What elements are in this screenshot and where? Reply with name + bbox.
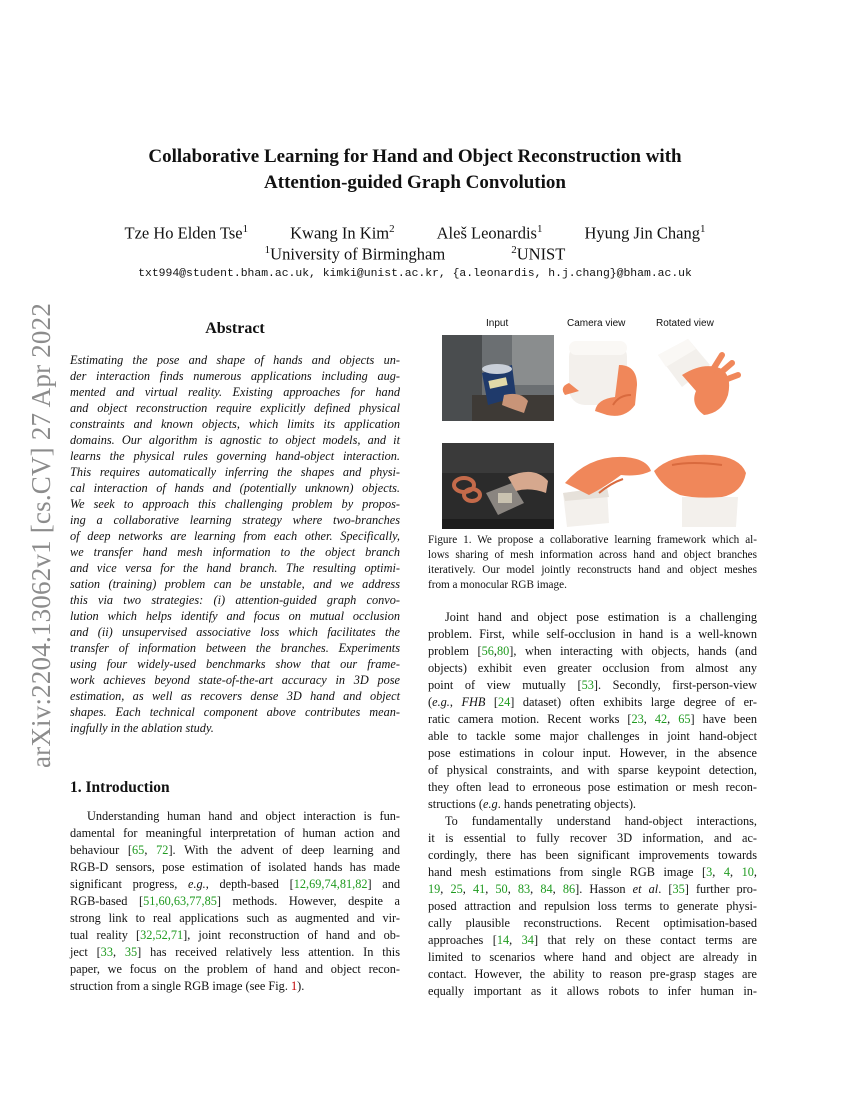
paragraph-line — [70, 927, 400, 944]
input-photo-2 — [442, 443, 554, 529]
paragraph-line: posed attraction and repulsion loss terms to generate physi- — [428, 899, 757, 913]
citation-link[interactable]: 34 — [521, 933, 534, 947]
abstract-line: ing a collaborative learning strategy where two-branches — [70, 513, 400, 527]
author — [290, 223, 394, 244]
author — [437, 223, 543, 244]
affiliation — [511, 244, 565, 265]
paragraph-line: RGB-D sensors, pose estimation of isolated hands has made — [70, 860, 400, 874]
paragraph-line — [428, 677, 757, 694]
paragraph-line: cordingly, there has been significant improvements towards — [428, 848, 757, 862]
citation-link[interactable]: 33 — [100, 945, 113, 959]
text-segment: ], when interacting with objects, hands (and — [509, 644, 757, 658]
camera-view-2-render — [559, 443, 654, 529]
paragraph-line: cally plausible reconstructions. Recent optimisation-based — [428, 916, 757, 930]
input-photo-1 — [442, 335, 554, 421]
camera-view-1 — [559, 335, 654, 421]
citation-link[interactable]: 65 — [132, 843, 145, 857]
abstract-line: and vice versa for the hand branch. The resulting optimi- — [70, 561, 400, 575]
text-segment: significant progress, — [70, 877, 188, 891]
paragraph-line — [428, 796, 757, 813]
author-name: Tze Ho Elden Tse — [124, 223, 243, 243]
figure-1 — [428, 318, 757, 530]
author-emails: txt994@student.bham.ac.uk, kimki@unist.ac.kr, {a.leonardis, h.j.chang}@bham.ac.uk — [138, 268, 692, 280]
text-segment: . hands penetrating objects). — [497, 797, 636, 811]
paragraph-line — [70, 978, 400, 995]
author — [125, 223, 249, 244]
paragraph-line — [428, 864, 757, 881]
paragraph-line: of physical constraints, and with sparse keypoint detection, — [428, 763, 757, 777]
text-segment: , — [530, 882, 541, 896]
introduction-left-column — [70, 808, 400, 995]
citation-link[interactable]: 51,60,63,77,85 — [143, 894, 217, 908]
figure-label-camera-view: Camera view — [567, 318, 626, 329]
abstract-line: Estimating the pose and shape of hands and objects un- — [70, 353, 400, 367]
text-segment: ] further pro- — [684, 882, 757, 896]
paragraph-line — [70, 893, 400, 910]
abstract-line: This requires automatically inferring the shapes and physi- — [70, 465, 400, 479]
text-segment: , — [440, 882, 451, 896]
rotated-view-1 — [652, 335, 747, 421]
citation-link[interactable]: 3 — [706, 865, 713, 879]
abstract-line: transfer of information between the branches. Experiments — [70, 641, 400, 655]
text-segment: RGB-based [ — [70, 894, 144, 908]
affiliation — [265, 244, 446, 265]
text-segment: tual reality [ — [70, 928, 141, 942]
citation-link[interactable]: 42 — [654, 712, 668, 726]
input-photo-1-image — [442, 335, 554, 421]
text-segment: , — [509, 933, 522, 947]
text-segment: ] dataset) often exhibits large degree of er- — [510, 695, 757, 709]
text-segment: , — [667, 712, 679, 726]
caption-line: lows sharing of mesh information across hand and object branches — [428, 549, 757, 561]
text-segment: , — [730, 865, 742, 879]
text-segment: ] have been — [690, 712, 757, 726]
text-segment: problem [ — [428, 644, 482, 658]
abstract-line: ingfully in the ablation study. — [70, 721, 214, 735]
text-segment: , — [552, 882, 563, 896]
author-sup: 2 — [389, 223, 395, 235]
italic-text: e.g — [483, 797, 498, 811]
text-segment: approaches [ — [428, 933, 497, 947]
text-segment: , — [144, 843, 157, 857]
citation-link[interactable]: 23 — [631, 712, 644, 726]
author-sup: 1 — [536, 223, 543, 235]
citation-link[interactable]: 19 — [428, 882, 441, 896]
text-segment: , — [493, 644, 497, 658]
text-segment: . [ — [658, 882, 673, 896]
arxiv-stamp-text: arXiv:2204.13062v1 [cs.CV] 27 Apr 2022 — [26, 302, 57, 768]
paragraph-line: Understanding human hand and object interaction is fun- — [87, 809, 400, 823]
figure-label-input: Input — [486, 318, 509, 329]
affiliation-sup: 2 — [511, 244, 517, 256]
abstract-line: lution which helps identify and focus on mutual occlusion — [70, 609, 400, 623]
paragraph-line: objects) exhibit even greater occlusion from almost any — [428, 661, 757, 675]
figure-label-rotated-view: Rotated view — [656, 318, 714, 329]
paragraph-line: they often lead to erroneous pose estimation or mesh recon- — [428, 780, 757, 794]
citation-link[interactable]: 50 — [495, 882, 508, 896]
citation-link[interactable]: 35 — [672, 882, 685, 896]
paragraph-line: contact. However, the ability to reason pre-grasp stages are — [428, 967, 757, 981]
abstract-line: der interaction finds numerous applications including aug- — [70, 369, 400, 383]
abstract-line: we transfer hand mesh information to the object branch — [70, 545, 400, 559]
paragraph-line — [70, 876, 400, 893]
text-segment: , — [643, 712, 655, 726]
text-segment: ( — [428, 695, 433, 709]
citation-link[interactable]: 25 — [450, 882, 463, 896]
text-segment: , — [485, 882, 496, 896]
abstract-line: cal interaction of hands and (potentially unknown) objects. — [70, 481, 400, 495]
citation-link[interactable]: 10 — [741, 865, 754, 879]
citation-link[interactable]: 72 — [156, 843, 169, 857]
citation-link[interactable]: 65 — [678, 712, 691, 726]
rotated-view-2 — [652, 443, 747, 529]
caption-line: Figure 1. We propose a collaborative learning framework which al- — [428, 534, 757, 546]
paragraph-line — [428, 881, 757, 898]
text-segment: ] has received relatively less attention. In this — [137, 945, 401, 959]
text-segment: behaviour [ — [70, 843, 133, 857]
citation-link[interactable]: 53 — [581, 678, 594, 692]
caption-line: from a monocular RGB image. — [428, 579, 567, 591]
abstract-line: We seek to approach this challenging problem by propos- — [70, 497, 400, 511]
abstract-line: and (ii) unsupervised associative loss which facilitates the — [70, 625, 400, 639]
title-line-2: Attention-guided Graph Convolution — [264, 172, 566, 193]
paragraph-line: limited to scenarios where hand and object are already in — [428, 950, 757, 964]
abstract-line: constraints and known objects, which limits its application — [70, 417, 400, 431]
caption-line: iteratively. Our model jointly reconstructs hand and object meshes — [428, 564, 757, 576]
abstract-line: estimation, as well as recovers dense 3D hand and object — [70, 689, 400, 703]
citation-link[interactable]: 35 — [124, 945, 138, 959]
text-segment: ratic camera motion. Recent works [ — [428, 712, 632, 726]
figure-reference-link[interactable]: 1 — [290, 979, 298, 993]
abstract-line: mented and virtual reality. Existing approaches for hand — [70, 385, 400, 399]
text-segment: ] and — [367, 877, 401, 891]
arxiv-stamp — [24, 290, 60, 780]
affiliation-name: University of Birmingham — [270, 244, 446, 264]
abstract-line: domains. Our algorithm is agnostic to object models, and it — [70, 433, 400, 447]
text-segment: ). — [297, 979, 305, 993]
text-segment: ] that rely on these contact terms are — [533, 933, 758, 947]
paragraph-line: To fundamentally understand hand-object interactions, — [445, 814, 757, 828]
paragraph-line — [428, 694, 757, 711]
citation-link[interactable]: 32,52,71 — [140, 928, 184, 942]
paragraph-line — [428, 643, 757, 660]
affiliation-name: UNIST — [516, 244, 566, 264]
author-list — [70, 223, 760, 244]
citation-link[interactable]: 86 — [562, 882, 576, 896]
rotated-view-1-render — [652, 335, 747, 421]
camera-view-1-render — [559, 335, 654, 421]
title-line-1: Collaborative Learning for Hand and Object Reconstruction with — [148, 146, 682, 167]
paragraph-line: Joint hand and object pose estimation is a challenging — [445, 610, 757, 624]
text-segment: ]. With the advent of deep learning and — [168, 843, 400, 857]
abstract-body — [70, 352, 400, 736]
citation-link[interactable]: 84 — [540, 882, 553, 896]
paragraph-line: damental for meaningful interpretation of human action and — [70, 826, 400, 840]
text-segment: structions ( — [428, 797, 483, 811]
text-segment: ]. Hasson — [575, 882, 633, 896]
rotated-view-2-render — [652, 443, 747, 529]
citation-link[interactable]: 80 — [496, 644, 510, 658]
italic-text: FHB — [461, 695, 486, 709]
author-name: Hyung Jin Chang — [584, 223, 700, 243]
figure-1-caption — [428, 533, 757, 593]
text-segment: , depth-based [ — [205, 877, 294, 891]
text-segment: ject [ — [70, 945, 101, 959]
section-heading-introduction: 1. Introduction — [70, 779, 170, 796]
text-segment: , — [112, 945, 125, 959]
citation-link[interactable]: 12,69,74,81,82 — [293, 877, 368, 891]
author — [584, 223, 705, 244]
abstract-line: this via two strategies: (i) attention-guided graph convo- — [70, 593, 400, 607]
affiliation-sup: 1 — [264, 244, 271, 256]
author-sup: 1 — [242, 223, 249, 235]
paragraph-line — [70, 944, 400, 961]
author-name: Aleš Leonardis — [436, 223, 537, 243]
citation-link[interactable]: 56 — [481, 644, 494, 658]
paper-title — [70, 144, 760, 196]
abstract-line: shapes. Each technical component above contributes mean- — [70, 705, 400, 719]
citation-link[interactable]: 83 — [517, 882, 531, 896]
text-segment: ] methods. However, despite a — [216, 894, 401, 908]
author-name: Kwang In Kim — [290, 223, 390, 243]
text-segment: , — [507, 882, 518, 896]
paragraph-line: pose estimations in colour input. However, in the absence — [428, 746, 757, 760]
affiliations — [70, 244, 760, 265]
author-sup: 1 — [699, 223, 706, 235]
text-segment: , — [712, 865, 724, 879]
text-segment: struction from a single RGB image (see Fig. — [70, 979, 291, 993]
text-segment: ], joint reconstruction of hand and ob- — [183, 928, 400, 942]
paragraph-line: paper, we focus on the problem of hand and object recon- — [70, 962, 400, 976]
citation-link[interactable]: 24 — [497, 695, 511, 709]
abstract-line: and object reconstruction require explicitly defined physical — [70, 401, 400, 415]
paragraph-line — [428, 932, 757, 949]
text-segment: point of view mutually [ — [428, 678, 582, 692]
italic-text: e.g. — [188, 877, 206, 891]
text-segment: , — [753, 865, 757, 879]
input-photo-2-image — [442, 443, 554, 529]
paragraph-line — [70, 842, 400, 859]
abstract-heading: Abstract — [205, 320, 265, 337]
citation-link[interactable]: 41 — [472, 882, 486, 896]
italic-text: et al — [632, 882, 659, 896]
citation-link[interactable]: 4 — [723, 865, 731, 879]
text-segment: , — [449, 695, 462, 709]
introduction-right-column — [428, 609, 757, 1000]
paragraph-line — [428, 711, 757, 728]
abstract-line: learns the physical rules governing hand-object interaction. — [70, 449, 400, 463]
abstract-line: sation (training) problem can be unstable, and we address — [70, 577, 400, 591]
camera-view-2 — [559, 443, 654, 529]
text-segment: , — [462, 882, 473, 896]
paragraph-line: problem. First, while self-occlusion in hand is a well-known — [428, 627, 757, 641]
text-segment: [ — [485, 695, 498, 709]
italic-text: e.g. — [432, 695, 450, 709]
paragraph-line: able to tackle some major challenges in joint hand-object — [428, 729, 757, 743]
text-segment: ]. Secondly, first-person-view — [593, 678, 757, 692]
paragraph-line: it is essential to fully recover 3D information, and ac- — [428, 831, 757, 845]
abstract-line: using four widely-used benchmarks show that our frame- — [70, 657, 400, 671]
abstract-line: work achieves beyond state-of-the-art accuracy in 3D pose — [70, 673, 400, 687]
paragraph-line: strong link to real applications such as augmented and vir- — [70, 911, 400, 925]
text-segment: hand mesh estimations from single RGB image [ — [428, 865, 707, 879]
abstract-line: of deep networks are learning from each other. Specifically, — [70, 529, 400, 543]
paragraph-line: equally important as it allows robots to infer human in- — [428, 984, 757, 998]
citation-link[interactable]: 14 — [496, 933, 510, 947]
